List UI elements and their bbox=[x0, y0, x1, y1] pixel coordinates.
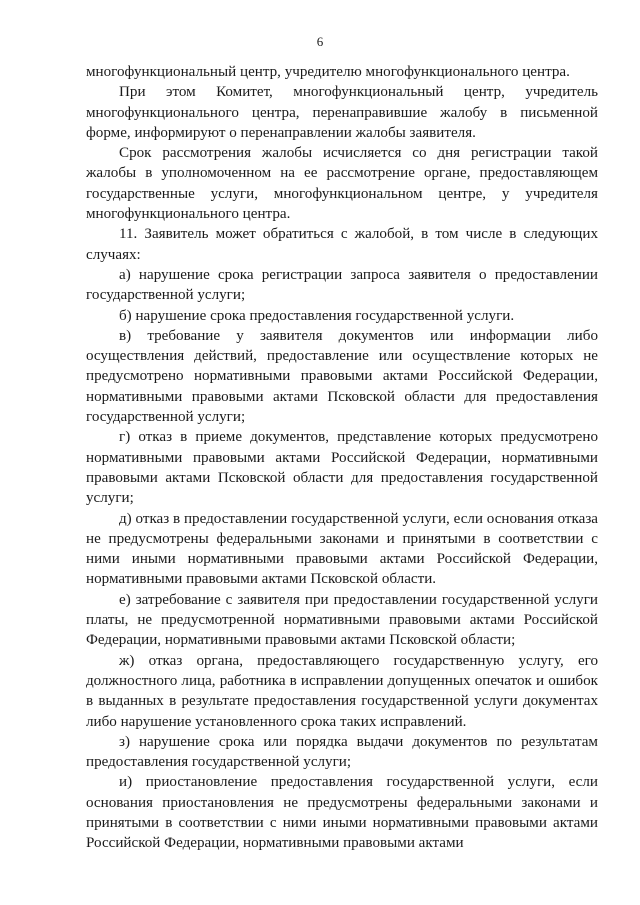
list-item-b: б) нарушение срока предоставления государственной услуги. bbox=[119, 307, 515, 324]
list-item-zh: ж) отказ органа, предоставляющего государственную услугу, его должностного лица, работника в исправлении допущенных опечаток и ошибок в выданных в результате предоставления государственной услуги документах либо нарушение установленного срока таких исправлений. bbox=[86, 652, 598, 730]
paragraph-item-11: 11. Заявитель может обратиться с жалобой, в том числе в следующих случаях: bbox=[86, 226, 598, 263]
list-item-d: д) отказ в предоставлении государственной услуги, если основания отказа не предусмотрены федеральными законами и принятыми в соответствии с ними иными нормативными правовыми актами Российской Федерации, нормативными правовыми актами Псковской области. bbox=[86, 510, 598, 588]
page-number: 6 bbox=[316, 34, 324, 49]
document-body bbox=[86, 62, 598, 854]
list-item-z: з) нарушение срока или порядка выдачи документов по результатам предоставления государственной услуги; bbox=[86, 733, 598, 771]
list-item-e: е) затребование с заявителя при предоставлении государственной услуги платы, не предусмотренной нормативными правовыми актами Российской Федерации, нормативными правовыми актами Псковской области; bbox=[86, 591, 598, 649]
paragraph-redirect-notice: При этом Комитет, многофункциональный центр, учредитель многофункционального центра, перенаправившие жалобу в письменной форме, информируют о перенаправлении жалобы заявителя. bbox=[86, 84, 598, 141]
list-item-i: и) приостановление предоставления государственной услуги, если основания приостановления не предусмотрены федеральными законами и принятыми в соответствии с ними иными нормативными правовыми актами Российской Федерации, нормативными правовыми актами bbox=[86, 774, 598, 852]
paragraph-review-period: Срок рассмотрения жалобы исчисляется со дня регистрации такой жалобы в уполномоченном на ее рассмотрение органе, предоставляющем государственные услуги, многофункциональном центре, у учредителя многофункционального центра. bbox=[86, 145, 598, 223]
list-item-g: г) отказ в приеме документов, представление которых предусмотрено нормативными правовыми актами Российской Федерации, нормативными правовыми актами Псковской области для предоставления государственной услуги; bbox=[86, 429, 598, 507]
list-item-v: в) требование у заявителя документов или информации либо осуществления действий, предоставление или осуществление которых не предусмотрено нормативными правовыми актами Российской Федерации, нормативными правовыми актами Псковской области для предоставления государственной услуги; bbox=[86, 327, 598, 426]
paragraph-continuation: многофункциональный центр, учредителю многофункционального центра. bbox=[86, 64, 570, 80]
list-item-a: а) нарушение срока регистрации запроса заявителя о предоставлении государственной услуги; bbox=[86, 266, 598, 304]
